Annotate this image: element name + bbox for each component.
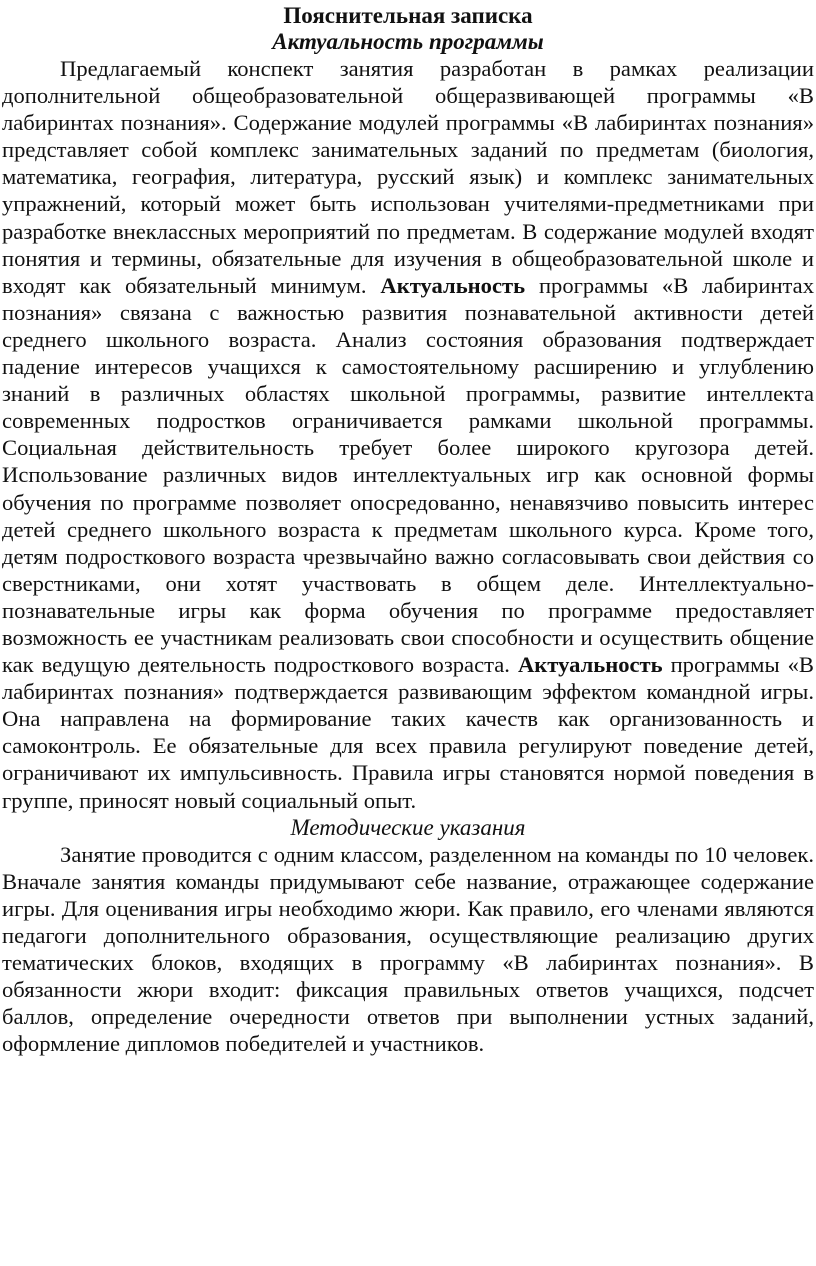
paragraph-text: программы «В лабиринтах познания» подтверждается развивающим эффектом командной игры. Она направлена на формирование таких качеств как организованность и самоконтроль. Ее обязательные для всех правила регулируют поведение детей, ограничивают их импульсивность. Правила игры становятся нормой поведения в группе, приносят новый социальный опыт. <box>2 652 815 813</box>
document-subtitle: Актуальность программы <box>272 29 544 54</box>
bold-keyword: Актуальность <box>517 652 663 678</box>
bold-keyword: Актуальность <box>380 272 526 298</box>
section-heading: Методические указания <box>290 814 526 840</box>
relevance-paragraph <box>2 55 814 814</box>
method-paragraph: Занятие проводится с одним классом, разделенном на команды по 10 человек. Вначале занятия команды придумывают себе название, отражающее содержание игры. Для оценивания игры необходимо жюри. Как правило, его членами являются педагоги дополнительного образования, осуществляющие реализацию других тематических блоков, входящих в программу «В лабиринтах познания». В обязанности жюри входит: фиксация правильных ответов учащихся, подсчет баллов, определение очередности ответов при выполнении устных заданий, оформление дипломов победителей и участников. <box>2 841 814 1057</box>
document-title: Пояснительная записка <box>283 3 533 28</box>
paragraph-text: программы «В лабиринтах познания» связана с важностью развития познавательной активности детей среднего школьного возраста. Анализ состояния образования подтверждает падение интересов учащихся к самостоятельному расширению и углублению знаний в различных областях школьной программы, развитие интеллекта современных подростков ограничивается рамками школьной программы. Социальная действительность требует более широкого кругозора детей. Использование различных видов интеллектуальных игр как основной формы обучения по программе позволяет опосредованно, ненавязчиво повысить интерес детей среднего школьного возраста к предметам школьного курса. Кроме того, детям подросткового возраста чрезвычайно важно согласовывать свои действия со сверстниками, они хотят участвовать в общем деле. Интеллектуально-познавательные игры как форма обучения по программе предоставляет возможность ее участникам реализовать свои способности и осуществить общение как ведущую деятельность подросткового возраста. <box>2 272 815 678</box>
paragraph-text: Предлагаемый конспект занятия разработан в рамках реализации дополнительной общеобразовательной общеразвивающей программы «В лабиринтах познания». Содержание модулей программы «В лабиринтах познания» представляет собой комплекс занимательных заданий по предметам (биология, математика, география, литература, русский язык) и комплекс занимательных упражнений, который может быть использован учителями-предметниками при разработке внеклассных мероприятий по предметам. В содержание модулей входят понятия и термины, обязательные для изучения в общеобразовательной школе и входят как обязательный минимум. <box>2 56 814 298</box>
